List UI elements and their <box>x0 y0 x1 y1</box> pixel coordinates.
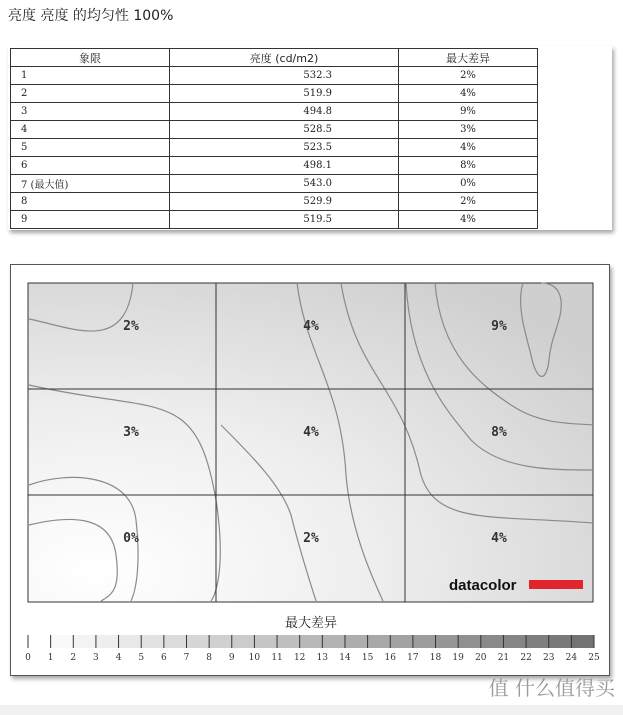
cell-quadrant: 3 <box>11 103 170 121</box>
cell-label-r2c1: 3% <box>123 425 139 440</box>
scale-title: 最大差异 <box>284 616 338 631</box>
table-row <box>11 157 538 175</box>
cell-quadrant: 5 <box>11 139 170 157</box>
scale-tick-label: 25 <box>588 653 600 663</box>
header-deviation: 最大差异 <box>399 49 538 67</box>
scale-segment <box>300 635 323 648</box>
cell-quadrant: 9 <box>11 211 170 229</box>
scale-segment <box>28 635 51 648</box>
cell-quadrant: 7 (最大值) <box>11 175 170 193</box>
scale-tick-label: 23 <box>542 653 555 663</box>
datacolor-logo-text: datacolor <box>449 577 517 594</box>
cell-luminance: 519.5 <box>170 211 399 229</box>
table-header-row <box>11 49 538 67</box>
cell-quadrant: 8 <box>11 193 170 211</box>
scale-tick-label: 3 <box>93 653 99 663</box>
cell-quadrant: 6 <box>11 157 170 175</box>
scale-tick-label: 10 <box>248 653 261 663</box>
cell-luminance: 519.9 <box>170 85 399 103</box>
cell-luminance: 543.0 <box>170 175 399 193</box>
scale-segment <box>232 635 255 648</box>
scale-segment <box>436 635 459 648</box>
scale-segment <box>209 635 232 648</box>
cell-deviation: 9% <box>399 103 538 121</box>
scale-segment <box>119 635 142 648</box>
scale-tick-label: 13 <box>316 653 329 663</box>
scale-segment <box>96 635 119 648</box>
cell-label-r2c2: 4% <box>303 425 319 440</box>
uniformity-heatmap <box>11 265 609 675</box>
scale-segment <box>390 635 413 648</box>
scale-tick-label: 11 <box>271 653 283 663</box>
scale-segment <box>73 635 96 648</box>
table-row <box>11 139 538 157</box>
uniformity-table <box>10 48 538 229</box>
scale-segment <box>571 635 594 648</box>
scale-tick-label: 19 <box>452 653 464 663</box>
scale-tick-label: 14 <box>339 653 351 663</box>
scale-tick-label: 7 <box>183 653 190 663</box>
scale-tick-label: 12 <box>293 653 306 663</box>
cell-deviation: 2% <box>399 67 538 85</box>
scale-tick-label: 17 <box>407 653 419 663</box>
uniformity-table-card <box>8 46 612 230</box>
cell-label-r1c3: 9% <box>491 319 507 334</box>
scale-segment <box>526 635 549 648</box>
scale-tick-label: 16 <box>384 653 396 663</box>
cell-luminance: 498.1 <box>170 157 399 175</box>
scale-tick-label: 24 <box>565 653 578 663</box>
cell-label-r1c1: 2% <box>123 319 139 334</box>
scale-tick-label: 8 <box>206 653 212 663</box>
scale-tick-label: 21 <box>497 653 510 663</box>
cell-luminance: 523.5 <box>170 139 399 157</box>
cell-luminance: 532.3 <box>170 67 399 85</box>
header-quadrant: 象限 <box>11 49 170 67</box>
scale-segment <box>322 635 345 648</box>
scale-tick-label: 15 <box>361 653 374 663</box>
cell-label-r3c1: 0% <box>123 531 139 546</box>
scale-tick-label: 2 <box>70 653 77 663</box>
table-row <box>11 85 538 103</box>
scale-segment <box>413 635 436 648</box>
cell-luminance: 528.5 <box>170 121 399 139</box>
scale-segment <box>345 635 368 648</box>
cell-deviation: 4% <box>399 139 538 157</box>
scale-segment <box>503 635 526 648</box>
scale-segment <box>164 635 187 648</box>
cell-label-r2c3: 8% <box>491 425 507 440</box>
scale-tick-label: 22 <box>520 653 532 663</box>
table-row <box>11 67 538 85</box>
cell-deviation: 8% <box>399 157 538 175</box>
scale-tick-label: 4 <box>115 653 122 663</box>
scale-tick-label: 0 <box>25 653 31 663</box>
footer-bar <box>0 705 623 715</box>
scale-segment <box>549 635 572 648</box>
cell-quadrant: 4 <box>11 121 170 139</box>
cell-label-r3c3: 4% <box>491 531 507 546</box>
plot-area <box>28 283 593 602</box>
scale-tick-label: 20 <box>475 653 487 663</box>
table-row <box>11 211 538 229</box>
uniformity-chart-card <box>10 264 610 676</box>
scale-tick-label: 9 <box>228 653 235 663</box>
scale-tick-label: 6 <box>160 653 167 663</box>
cell-luminance: 494.8 <box>170 103 399 121</box>
table-row <box>11 193 538 211</box>
watermark: 值 什么值得买 <box>488 676 615 700</box>
scale-segment <box>368 635 391 648</box>
cell-deviation: 4% <box>399 211 538 229</box>
cell-deviation: 3% <box>399 121 538 139</box>
cell-quadrant: 1 <box>11 67 170 85</box>
scale-tick-label: 5 <box>138 653 145 663</box>
scale-segment <box>254 635 277 648</box>
datacolor-logo-bar <box>529 580 583 589</box>
cell-luminance: 529.9 <box>170 193 399 211</box>
cell-label-r3c2: 2% <box>303 531 319 546</box>
scale-tick-labels <box>25 653 600 663</box>
cell-deviation: 4% <box>399 85 538 103</box>
page-title: 亮度 亮度 的均匀性 100% <box>8 8 174 24</box>
cell-label-r1c2: 4% <box>303 319 319 334</box>
scale-tick-label: 1 <box>47 653 54 663</box>
scale-segment <box>277 635 300 648</box>
scale-segment <box>51 635 74 648</box>
scale-bar <box>28 635 595 648</box>
cell-deviation: 0% <box>399 175 538 193</box>
scale-segment <box>141 635 164 648</box>
table-row <box>11 121 538 139</box>
table-row <box>11 175 538 193</box>
scale-segment <box>481 635 504 648</box>
scale-segment <box>186 635 209 648</box>
cell-deviation: 2% <box>399 193 538 211</box>
scale-tick-label: 18 <box>429 653 442 663</box>
table-row <box>11 103 538 121</box>
cell-quadrant: 2 <box>11 85 170 103</box>
header-luminance: 亮度 (cd/m2) <box>170 49 399 67</box>
scale-segment <box>458 635 481 648</box>
